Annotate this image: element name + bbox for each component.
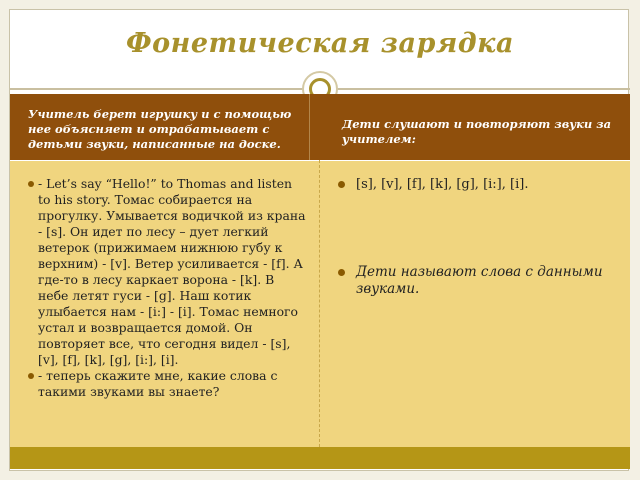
table-footer-bar [10,447,630,469]
children-words-text: Дети называют слова с данными звуками. [356,264,603,297]
header-cell-teacher: Учитель берет игрушку и с помощью нее объясняет и отрабатывает с детьми звуки, написанные на доске. [28,106,292,151]
bullet-icon [28,181,34,187]
children-column [344,176,614,298]
bullet-icon [338,269,345,276]
bullet-icon [338,181,345,188]
slide-title: Фонетическая зарядка [126,28,514,59]
sounds-text: [s], [v], [f], [k], [g], [i:], [i]. [356,177,529,192]
teacher-story-text: - Let’s say “Hello!” to Thomas and listen to his story. Томас собирается на прогулку. Умывается водичкой из крана - [s]. Он идет по лесу – дует легкий ветерок (прижимаем нижнюю губу к верхним) - [v]. Ветер усиливается - [f]. А где-то в лесу каркает ворона - [k]. В небе летят гуси - [g]. Наш котик улыбается нам - [i:] - [i]. Томас немного устал и возвращается домой. Он повторяет все, что сегодня видел - [s], [v], [f], [k], [g], [i:], [i]. [38,176,306,367]
teacher-list [30,176,308,400]
header-column-divider [309,94,310,160]
list-item [30,368,308,400]
list-item [344,264,614,298]
bullet-icon [28,373,34,379]
teacher-column [30,176,308,400]
list-item [344,176,614,193]
children-list [344,176,614,298]
body-column-divider [319,160,320,447]
header-cell-children: Дети слушают и повторяют звуки за учителем: [342,117,612,146]
teacher-question-text: - теперь скажите мне, какие слова с такими звуками вы знаете? [38,368,278,399]
list-item [30,176,308,368]
table-header-row [10,94,630,160]
